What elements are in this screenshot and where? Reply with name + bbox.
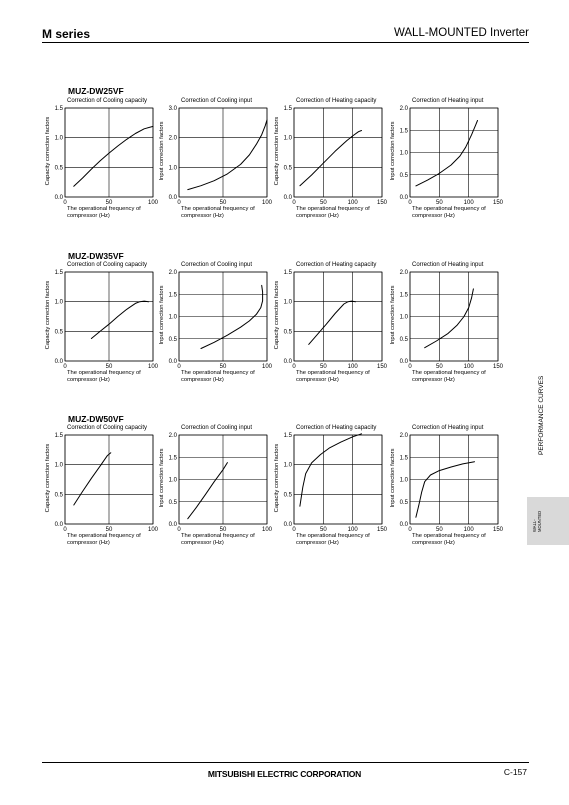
y-tick-label: 1.5: [283, 433, 292, 439]
x-tick-label: 100: [261, 527, 273, 533]
chart-title: Correction of Heating capacity: [296, 425, 377, 431]
plot-frame: [294, 435, 382, 524]
y-tick-label: 1.5: [54, 433, 63, 439]
series-title: M series: [42, 27, 91, 41]
y-tick-label: 2.0: [168, 433, 177, 439]
y-axis-label: Capacity correction factors: [274, 116, 280, 186]
y-axis-label: Capacity correction factors: [274, 443, 280, 513]
x-tick-label: 0: [63, 364, 67, 370]
y-axis-label: Capacity correction factors: [274, 280, 280, 350]
correction-curve: [74, 126, 153, 186]
plot-area: [283, 106, 388, 206]
y-tick-label: 1.5: [54, 106, 63, 112]
correction-curve: [91, 301, 148, 338]
plot-frame: [294, 108, 382, 197]
y-tick-label: 1.5: [168, 292, 177, 299]
x-tick-label: 100: [463, 527, 474, 533]
y-tick-label: 1.5: [283, 270, 292, 276]
chart-title: Correction of Cooling capacity: [67, 262, 148, 268]
x-tick-label: 0: [177, 200, 181, 206]
chart-title: Correction of Cooling input: [181, 425, 253, 431]
x-tick-label: 100: [147, 364, 159, 370]
x-tick-label: 100: [347, 200, 358, 206]
y-axis-label: Input correction factors: [390, 285, 396, 345]
plot-area: [168, 433, 273, 533]
x-tick-label: 100: [147, 527, 159, 533]
y-tick-label: 1.0: [399, 314, 408, 321]
y-tick-label: 0.0: [283, 522, 292, 528]
y-tick-label: 1.0: [54, 299, 63, 306]
x-tick-label: 150: [492, 364, 504, 370]
x-tick-label: 150: [376, 200, 388, 206]
y-tick-label: 1.0: [168, 165, 177, 172]
x-tick-label: 50: [219, 527, 227, 533]
plot-area: [168, 270, 273, 370]
model-label: MUZ-DW35VF: [68, 251, 124, 261]
x-tick-label: 100: [261, 364, 273, 370]
y-axis-label: Capacity correction factors: [45, 280, 51, 350]
chart-title: Correction of Heating input: [412, 425, 484, 431]
y-tick-label: 0.0: [399, 522, 408, 528]
x-tick-label: 0: [408, 527, 412, 533]
y-tick-label: 0.0: [54, 522, 63, 528]
y-tick-label: 1.0: [283, 462, 292, 469]
y-axis-label: Input correction factors: [159, 448, 165, 508]
category-title: WALL-MOUNTED Inverter: [393, 27, 529, 39]
x-tick-label: 50: [105, 364, 113, 370]
chart-title: Correction of Heating capacity: [296, 98, 377, 104]
y-tick-label: 1.5: [168, 455, 177, 462]
y-tick-label: 2.0: [168, 135, 177, 142]
y-tick-label: 1.0: [168, 477, 177, 484]
x-tick-label: 100: [463, 364, 474, 370]
x-tick-label: 100: [463, 200, 474, 206]
x-tick-label: 50: [435, 527, 443, 533]
correction-curve: [188, 463, 228, 519]
y-tick-label: 0.0: [54, 359, 63, 365]
y-tick-label: 0.0: [168, 359, 177, 365]
correction-curve: [309, 301, 356, 344]
y-tick-label: 0.5: [54, 492, 63, 499]
y-tick-label: 0.5: [54, 329, 63, 336]
y-tick-label: 1.0: [283, 135, 292, 142]
x-axis-label: The operational frequency of compressor (Hz): [67, 533, 141, 546]
y-tick-label: 2.0: [168, 270, 177, 276]
y-tick-label: 1.5: [399, 128, 408, 135]
y-tick-label: 0.0: [283, 359, 292, 365]
x-tick-label: 0: [63, 527, 67, 533]
x-tick-label: 0: [177, 364, 181, 370]
y-tick-label: 1.5: [399, 455, 408, 462]
plot-frame: [294, 272, 382, 361]
plot-area: [54, 270, 159, 370]
x-tick-label: 0: [177, 527, 181, 533]
x-axis-label: The operational frequency of compressor (Hz): [181, 533, 255, 546]
chart-title: Correction of Cooling input: [181, 262, 253, 268]
corporation-name: MITSUBISHI ELECTRIC CORPORATION: [207, 769, 362, 779]
x-tick-label: 150: [376, 364, 388, 370]
y-axis-label: Input correction factors: [390, 121, 396, 181]
y-tick-label: 0.5: [283, 492, 292, 499]
plot-area: [54, 433, 159, 533]
page-number: C-157: [503, 767, 527, 777]
y-axis-label: Input correction factors: [159, 285, 165, 345]
y-tick-label: 0.0: [54, 195, 63, 201]
y-tick-label: 0.0: [399, 195, 408, 201]
y-tick-label: 1.0: [283, 299, 292, 306]
x-tick-label: 50: [319, 364, 327, 370]
x-tick-label: 0: [408, 200, 412, 206]
y-tick-label: 1.5: [283, 106, 292, 112]
x-tick-label: 100: [347, 364, 358, 370]
x-tick-label: 50: [319, 527, 327, 533]
y-tick-label: 0.5: [283, 165, 292, 172]
y-tick-label: 2.0: [399, 270, 408, 276]
correction-curve: [188, 120, 267, 190]
y-axis-label: Capacity correction factors: [45, 116, 51, 186]
y-tick-label: 1.0: [54, 135, 63, 142]
x-axis-label: The operational frequency of compressor (Hz): [412, 206, 486, 219]
y-tick-label: 0.5: [399, 499, 408, 506]
x-axis-label: The operational frequency of compressor (Hz): [296, 370, 370, 383]
y-tick-label: 1.0: [399, 477, 408, 484]
chart-title: Correction of Heating input: [412, 98, 484, 104]
x-tick-label: 0: [408, 364, 412, 370]
y-tick-label: 1.0: [168, 314, 177, 321]
chart-title: Correction of Cooling capacity: [67, 98, 148, 104]
x-axis-label: The operational frequency of compressor (Hz): [181, 206, 255, 219]
chart-title: Correction of Cooling input: [181, 98, 253, 104]
x-tick-label: 0: [292, 200, 296, 206]
x-tick-label: 50: [105, 200, 113, 206]
section-label: PERFORMANCE CURVES: [538, 375, 545, 455]
y-tick-label: 0.5: [54, 165, 63, 172]
x-tick-label: 150: [492, 200, 504, 206]
x-axis-label: The operational frequency of compressor (Hz): [296, 533, 370, 546]
section-tab-label: WALL- MOUNTED: [532, 510, 542, 532]
y-tick-label: 0.5: [168, 336, 177, 343]
x-tick-label: 150: [492, 527, 504, 533]
model-label: MUZ-DW25VF: [68, 86, 124, 96]
x-tick-label: 0: [63, 200, 67, 206]
footer-rule: [42, 762, 529, 763]
plot-area: [283, 433, 388, 533]
plot-area: [283, 270, 388, 370]
y-tick-label: 1.5: [54, 270, 63, 276]
y-tick-label: 2.0: [399, 106, 408, 112]
plot-area: [168, 106, 273, 206]
y-tick-label: 0.0: [283, 195, 292, 201]
x-axis-label: The operational frequency of compressor (Hz): [296, 206, 370, 219]
y-tick-label: 0.0: [399, 359, 408, 365]
x-tick-label: 50: [219, 200, 227, 206]
x-tick-label: 100: [261, 200, 273, 206]
x-tick-label: 50: [435, 200, 443, 206]
x-tick-label: 150: [376, 527, 388, 533]
y-tick-label: 1.5: [399, 292, 408, 299]
y-tick-label: 0.0: [168, 522, 177, 528]
y-tick-label: 1.0: [399, 150, 408, 157]
correction-curve: [300, 131, 362, 186]
x-tick-label: 0: [292, 527, 296, 533]
x-tick-label: 50: [435, 364, 443, 370]
x-tick-label: 50: [319, 200, 327, 206]
y-tick-label: 0.5: [399, 336, 408, 343]
x-tick-label: 0: [292, 364, 296, 370]
plot-area: [399, 270, 504, 370]
x-axis-label: The operational frequency of compressor (Hz): [181, 370, 255, 383]
y-tick-label: 2.0: [399, 433, 408, 439]
chart-title: Correction of Cooling capacity: [67, 425, 148, 431]
chart-title: Correction of Heating capacity: [296, 262, 377, 268]
y-tick-label: 3.0: [168, 106, 177, 112]
plot-area: [54, 106, 159, 206]
y-tick-label: 1.0: [54, 462, 63, 469]
y-axis-label: Capacity correction factors: [45, 443, 51, 513]
correction-curve: [74, 453, 111, 505]
x-axis-label: The operational frequency of compressor (Hz): [67, 370, 141, 383]
correction-curve: [416, 462, 475, 518]
y-tick-label: 0.5: [399, 172, 408, 179]
plot-area: [399, 106, 504, 206]
y-tick-label: 0.0: [168, 195, 177, 201]
y-axis-label: Input correction factors: [159, 121, 165, 181]
x-tick-label: 100: [147, 200, 159, 206]
model-label: MUZ-DW50VF: [68, 414, 124, 424]
x-axis-label: The operational frequency of compressor (Hz): [412, 533, 486, 546]
correction-curve: [300, 434, 362, 506]
header-rule: [42, 42, 529, 43]
x-axis-label: The operational frequency of compressor (Hz): [412, 370, 486, 383]
x-tick-label: 50: [219, 364, 227, 370]
y-tick-label: 0.5: [168, 499, 177, 506]
plot-area: [399, 433, 504, 533]
x-tick-label: 50: [105, 527, 113, 533]
x-axis-label: The operational frequency of compressor (Hz): [67, 206, 141, 219]
x-tick-label: 100: [347, 527, 358, 533]
chart-title: Correction of Heating input: [412, 262, 484, 268]
y-axis-label: Input correction factors: [390, 448, 396, 508]
y-tick-label: 0.5: [283, 329, 292, 336]
